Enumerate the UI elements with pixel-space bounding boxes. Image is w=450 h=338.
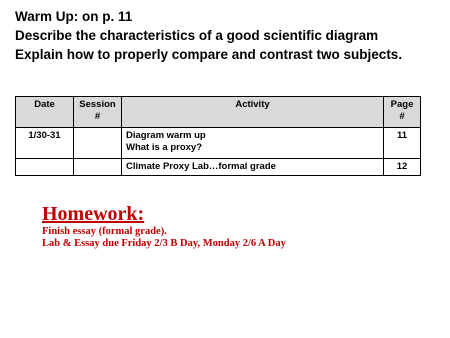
cell-activity (122, 128, 384, 159)
header-date: Date (16, 97, 74, 128)
warmup-heading: Warm Up: on p. 11 (15, 9, 133, 24)
header-page: Page # (384, 97, 421, 128)
activity-line: Climate Proxy Lab…formal grade (126, 161, 276, 172)
table-row (16, 159, 421, 176)
header-activity: Activity (122, 97, 384, 128)
warmup-prompt-1: Describe the characteristics of a good scientific diagram (15, 28, 379, 43)
cell-page: 11 (384, 128, 421, 159)
warmup-prompt-2: Explain how to properly compare and contrast two subjects. (15, 47, 403, 62)
header-session: Session # (74, 97, 122, 128)
cell-date (16, 159, 74, 176)
homework-line-1: Finish essay (formal grade). (42, 226, 167, 237)
cell-activity (122, 159, 384, 176)
cell-date: 1/30-31 (16, 128, 74, 159)
table-header-row (16, 97, 421, 128)
cell-session (74, 159, 122, 176)
homework-title: Homework: (42, 203, 145, 225)
table-row (16, 128, 421, 159)
warmup-block (15, 7, 445, 64)
cell-session (74, 128, 122, 159)
activity-table (15, 96, 421, 176)
activity-line: What is a proxy? (126, 142, 203, 153)
homework-line-2: Lab & Essay due Friday 2/3 B Day, Monday 2/6 A Day (42, 238, 286, 249)
homework-block (42, 202, 286, 250)
activity-line: Diagram warm up (126, 130, 206, 141)
cell-page: 12 (384, 159, 421, 176)
